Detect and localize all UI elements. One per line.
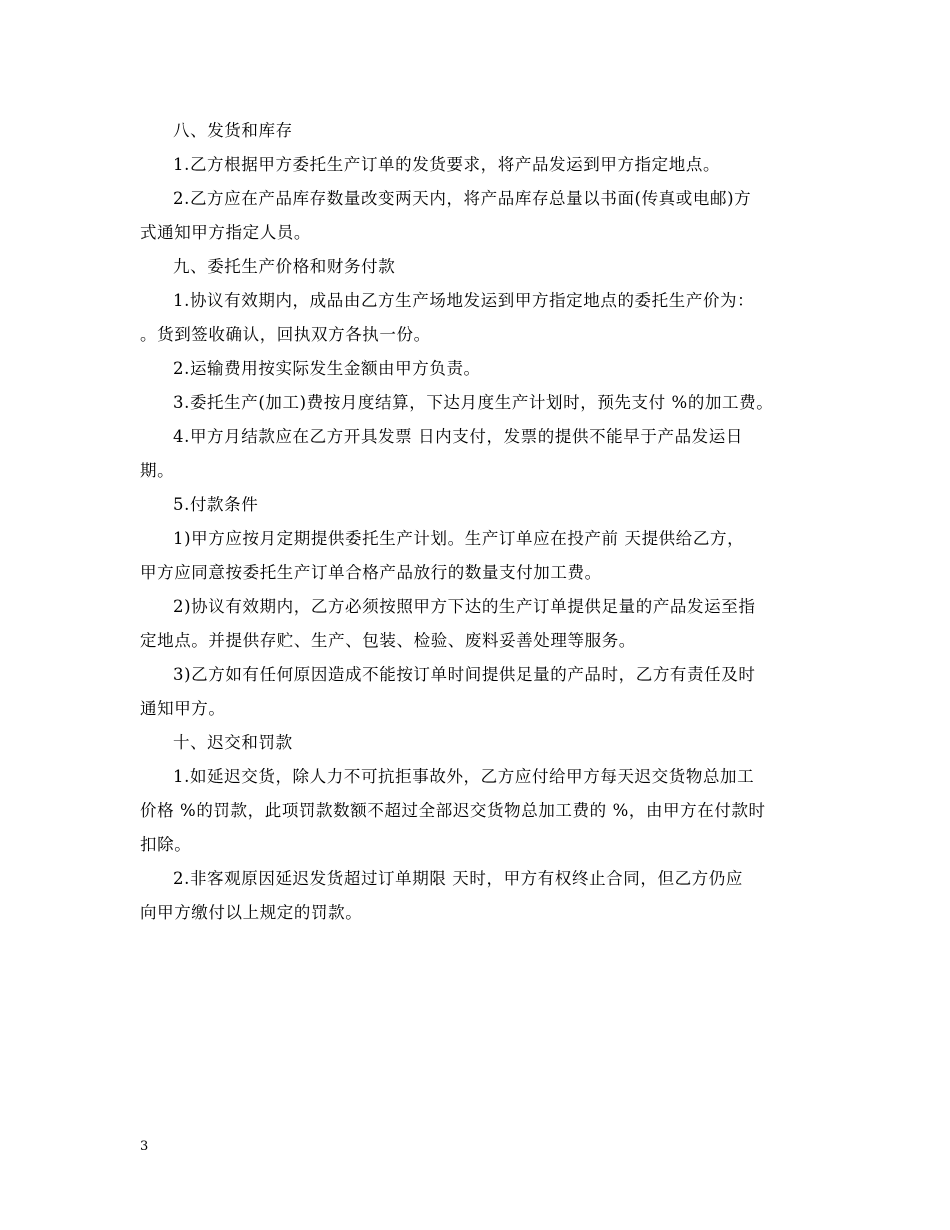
paragraph-line: 向甲方缴付以上规定的罚款。 — [140, 903, 363, 922]
paragraph-line: 1)甲方应按月定期提供委托生产计划。生产订单应在投产前 天提供给乙方， — [173, 529, 745, 548]
paragraph-line: 甲方应同意按委托生产订单合格产品放行的数量支付加工费。 — [140, 563, 602, 582]
paragraph-line: 1.协议有效期内，成品由乙方生产场地发运到甲方指定地点的委托生产价为： — [173, 291, 755, 310]
paragraph-line: 期。 — [140, 461, 175, 480]
document-body — [140, 114, 812, 930]
paragraph-line: 3)乙方如有任何原因造成不能按订单时间提供足量的产品时，乙方有责任及时 — [173, 665, 756, 684]
section-heading-10: 十、迟交和罚款 — [173, 733, 293, 752]
paragraph-line: 价格 %的罚款，此项罚款数额不超过全部迟交货物总加工费的 %，由甲方在付款时 — [140, 801, 766, 820]
paragraph-line: 2.运输费用按实际发生金额由甲方负责。 — [173, 359, 481, 378]
paragraph-line: 1.如延迟交货，除人力不可抗拒事故外，乙方应付给甲方每天迟交货物总加工 — [173, 767, 755, 786]
paragraph-line: 2.乙方应在产品库存数量改变两天内，将产品库存总量以书面(传真或电邮)方 — [173, 189, 752, 208]
paragraph-line: 扣除。 — [140, 835, 192, 854]
paragraph-line: 3.委托生产(加工)费按月度结算，下达月度生产计划时，预先支付 %的加工费。 — [173, 393, 774, 412]
section-heading-9: 九、委托生产价格和财务付款 — [173, 257, 396, 276]
paragraph-line: 定地点。并提供存贮、生产、包装、检验、废料妥善处理等服务。 — [140, 631, 636, 650]
paragraph-line: 1.乙方根据甲方委托生产订单的发货要求，将产品发运到甲方指定地点。 — [173, 155, 721, 174]
paragraph-line: 4.甲方月结款应在乙方开具发票 日内支付，发票的提供不能早于产品发运日 — [173, 427, 743, 446]
paragraph-line: 式通知甲方指定人员。 — [140, 223, 311, 242]
subsection-heading: 5.付款条件 — [173, 495, 259, 514]
paragraph-line: 2.非客观原因延迟发货超过订单期限 天时，甲方有权终止合同，但乙方仍应 — [173, 869, 743, 888]
section-heading-8: 八、发货和库存 — [173, 121, 293, 140]
page-number: 3 — [140, 1139, 149, 1154]
paragraph-line: 2)协议有效期内，乙方必须按照甲方下达的生产订单提供足量的产品发运至指 — [173, 597, 756, 616]
paragraph-line: 通知甲方。 — [140, 699, 226, 718]
paragraph-line: 。货到签收确认，回执双方各执一份。 — [140, 325, 431, 344]
